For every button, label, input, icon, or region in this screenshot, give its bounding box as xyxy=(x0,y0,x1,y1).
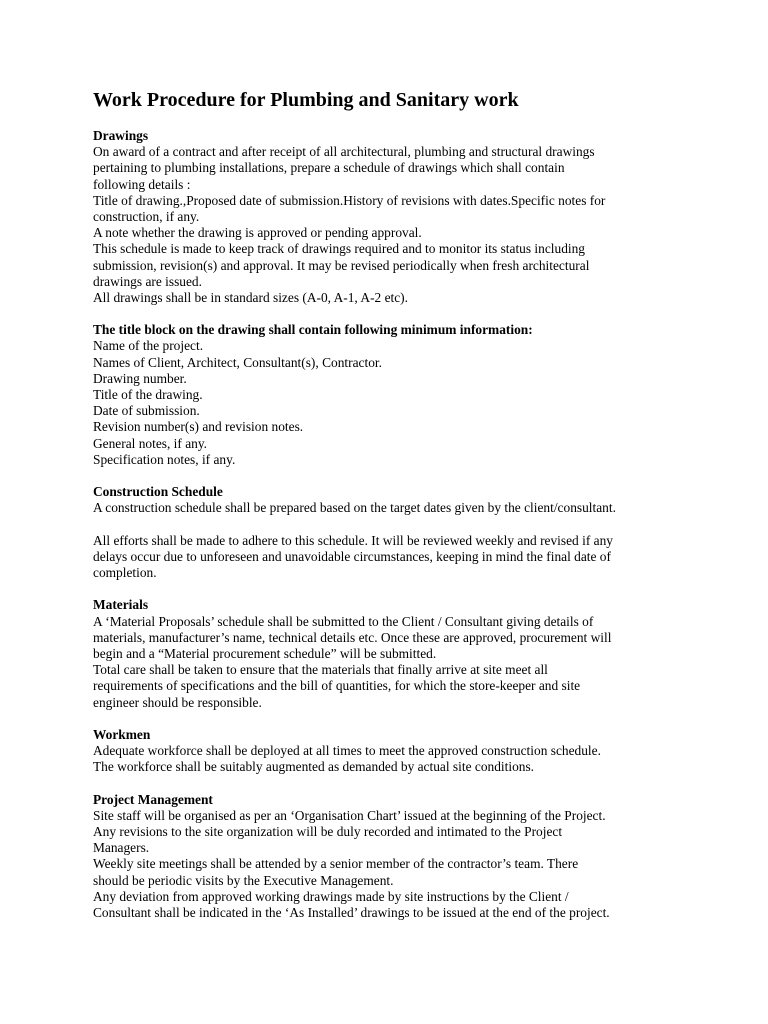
paragraph xyxy=(93,500,616,516)
heading-materials: Materials xyxy=(93,597,149,613)
body-line: construction, if any. xyxy=(93,208,200,224)
body-line: A note whether the drawing is approved or pending approval. xyxy=(93,225,422,241)
body-line: completion. xyxy=(93,565,157,581)
body-line: Title of drawing.,Proposed date of submission.History of revisions with dates.Specific notes for xyxy=(93,192,606,208)
document-body xyxy=(93,128,616,921)
body-line: A ‘Material Proposals’ schedule shall be submitted to the Client / Consultant giving details of xyxy=(93,613,594,629)
body-line: submission, revision(s) and approval. It may be revised periodically when fresh architectural xyxy=(93,257,590,273)
body-line: Any deviation from approved working drawings made by site instructions by the Client / xyxy=(93,888,569,904)
paragraph xyxy=(93,144,616,306)
section-title-block xyxy=(93,322,616,468)
list-item: General notes, if any. xyxy=(93,435,208,451)
body-line: engineer should be responsible. xyxy=(93,694,262,710)
document-title: Work Procedure for Plumbing and Sanitary work xyxy=(93,89,519,111)
list-item: Name of the project. xyxy=(93,338,204,354)
body-line: pertaining to plumbing installations, prepare a schedule of drawings which shall contain xyxy=(93,160,565,176)
body-line: Weekly site meetings shall be attended by a senior member of the contractor’s team. There xyxy=(93,856,579,872)
list-item: Title of the drawing. xyxy=(93,387,203,402)
body-line: This schedule is made to keep track of drawings required and to monitor its status including xyxy=(93,241,585,257)
body-line: Adequate workforce shall be deployed at all times to meet the approved construction schedule. xyxy=(93,743,601,759)
paragraph xyxy=(93,808,616,921)
body-line: Any revisions to the site organization will be duly recorded and intimated to the Project xyxy=(93,824,563,840)
paragraph xyxy=(93,743,616,775)
body-line: The workforce shall be suitably augmented as demanded by actual site conditions. xyxy=(93,759,535,775)
list-item: Date of submission. xyxy=(93,403,200,419)
section-workmen xyxy=(93,727,616,776)
body-line: requirements of specifications and the bill of quantities, for which the store-keeper and site xyxy=(93,678,581,694)
body-line: Site staff will be organised as per an ‘Organisation Chart’ issued at the beginning of the Project. xyxy=(93,807,606,823)
heading-drawings: Drawings xyxy=(93,128,149,143)
body-line: A construction schedule shall be prepared based on the target dates given by the client/consultant. xyxy=(93,500,616,516)
body-line: Total care shall be taken to ensure that the materials that finally arrive at site meet all xyxy=(93,662,548,678)
heading-title-block: The title block on the drawing shall contain following minimum information: xyxy=(93,322,533,338)
body-line: materials, manufacturer’s name, technical details etc. Once these are approved, procurement will xyxy=(93,629,612,645)
body-line: Managers. xyxy=(93,840,150,856)
section-drawings xyxy=(93,128,616,306)
body-line: following details : xyxy=(93,176,191,192)
body-line: On award of a contract and after receipt of all architectural, plumbing and structural drawings xyxy=(93,144,595,160)
body-line: begin and a “Material procurement schedule” will be submitted. xyxy=(93,646,437,661)
list-item: Drawing number. xyxy=(93,370,187,386)
section-project-management xyxy=(93,792,616,922)
paragraph xyxy=(93,338,616,468)
section-construction-schedule xyxy=(93,484,616,581)
heading-workmen: Workmen xyxy=(93,726,151,742)
body-line: All efforts shall be made to adhere to this schedule. It will be reviewed weekly and revised if any xyxy=(93,532,613,548)
body-line: should be periodic visits by the Executive Management. xyxy=(93,872,394,888)
section-materials xyxy=(93,597,616,710)
heading-construction-schedule: Construction Schedule xyxy=(93,484,223,500)
body-line: drawings are issued. xyxy=(93,273,202,289)
body-line: Consultant shall be indicated in the ‘As Installed’ drawings to be issued at the end of the project. xyxy=(93,905,610,920)
paragraph xyxy=(93,533,616,582)
body-line: All drawings shall be in standard sizes (A-0, A-1, A-2 etc). xyxy=(93,289,408,305)
heading-project-management: Project Management xyxy=(93,791,213,807)
body-line: delays occur due to unforeseen and unavoidable circumstances, keeping in mind the final date of xyxy=(93,548,611,564)
list-item: Revision number(s) and revision notes. xyxy=(93,419,304,435)
paragraph xyxy=(93,614,616,711)
list-item: Names of Client, Architect, Consultant(s), Contractor. xyxy=(93,354,382,370)
list-item: Specification notes, if any. xyxy=(93,451,236,467)
